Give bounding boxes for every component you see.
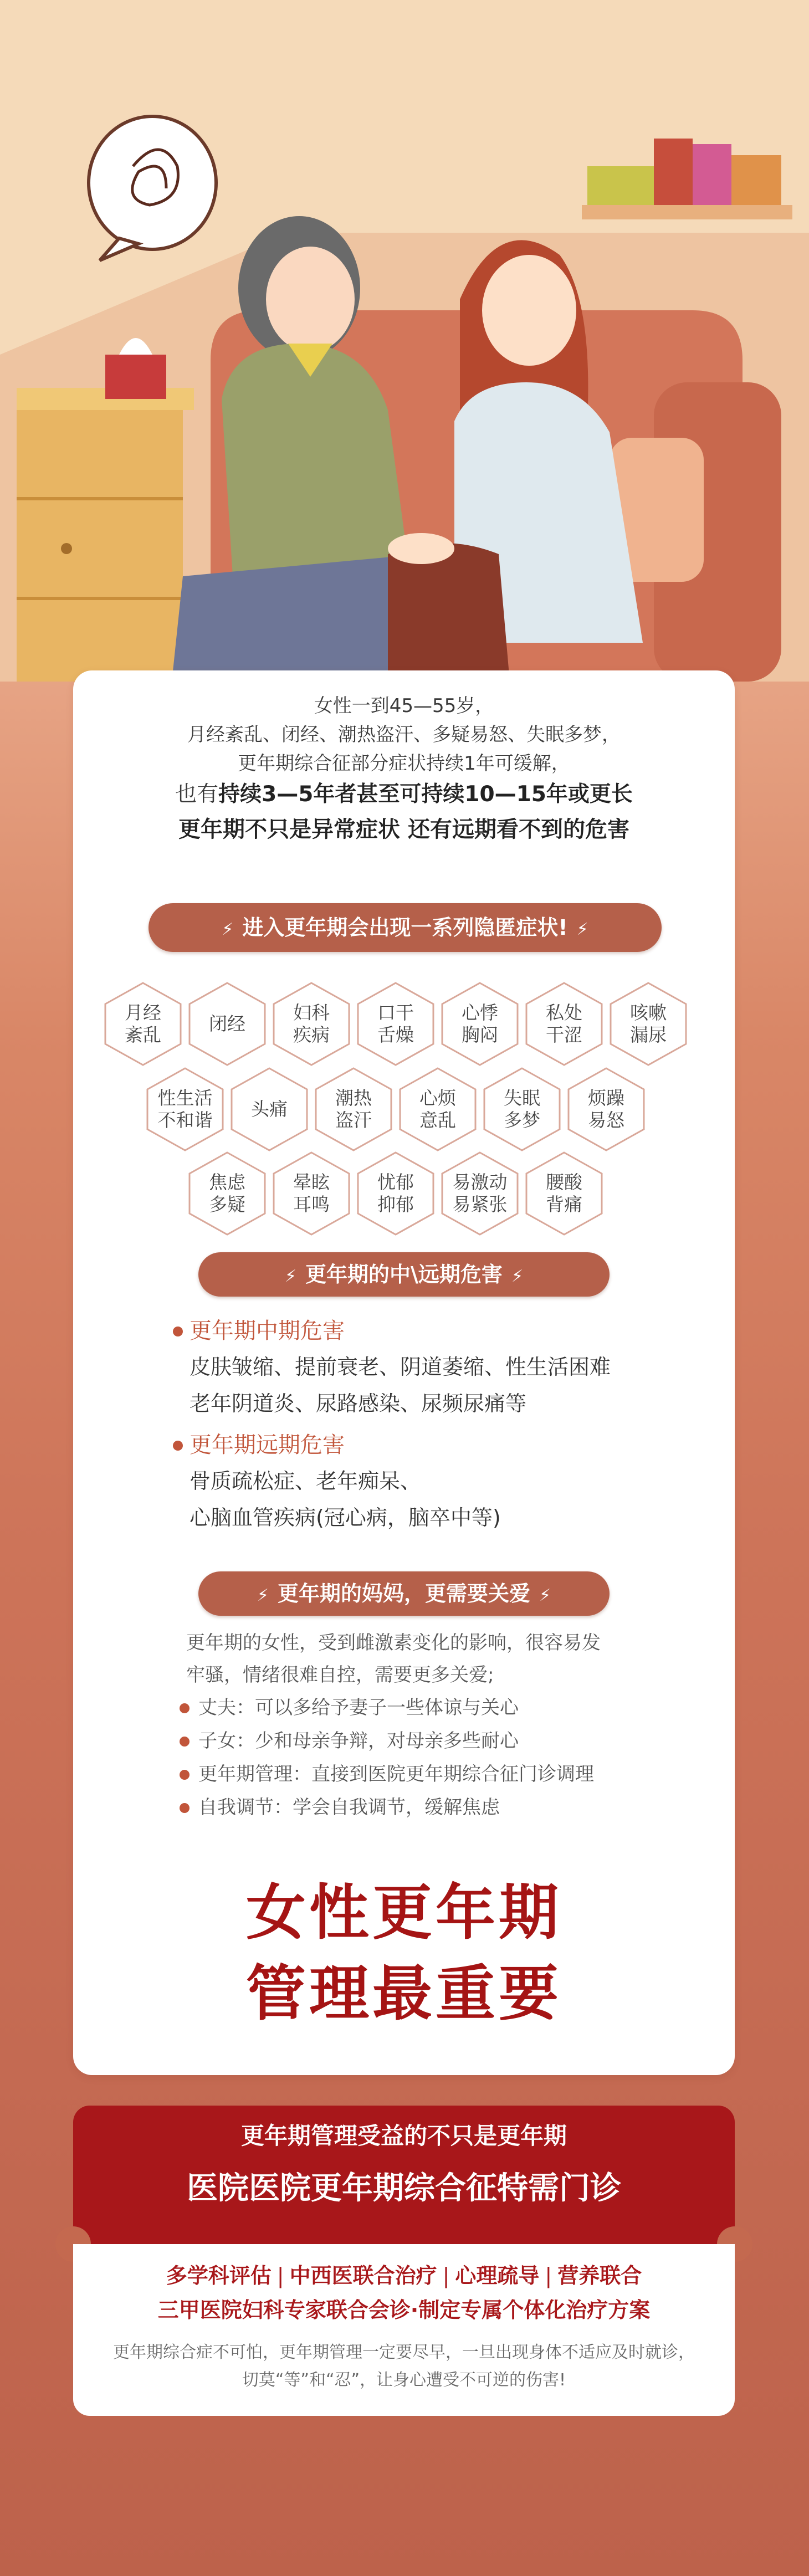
clinic-body <box>73 2244 735 2416</box>
clinic-header <box>73 2106 735 2244</box>
symptom-label: 烦躁 易怒 <box>588 1087 624 1131</box>
care-paragraph: 更年期的女性，受到雌激素变化的影响，很容易发 <box>186 1632 601 1654</box>
intro-line: 更年期综合征部分症状持续1年可缓解， <box>238 752 570 775</box>
symptom-label: 头痛 <box>251 1098 288 1120</box>
care-paragraph: 牢骚，情绪很难自控，需要更多关爱; <box>186 1664 494 1686</box>
symptom-label: 易激动 易紧张 <box>452 1171 508 1215</box>
slogan <box>73 1873 735 2035</box>
symptom-hexagon <box>521 981 607 1067</box>
lightning-icon: ⚡ <box>511 1267 524 1286</box>
intro-line: 月经紊乱、闭经、潮热盗汗、多疑易怒、失眠多梦， <box>187 724 621 746</box>
care-bullet: 子女：少和母亲争辩，对母亲多些耐心 <box>180 1724 667 1758</box>
symptom-hexagon <box>563 1066 649 1153</box>
symptom-label: 心悸 胸闷 <box>462 1002 498 1046</box>
symptom-label: 忧郁 抑郁 <box>377 1171 414 1215</box>
symptom-hexagon <box>142 1066 228 1153</box>
symptom-hexagon <box>268 981 355 1067</box>
feature-item: 中西医联合治疗 <box>289 2263 437 2288</box>
symptom-label: 失眠 多梦 <box>504 1087 540 1131</box>
care-bullet: 自我调节：学会自我调节，缓解焦虑 <box>180 1791 667 1824</box>
symptom-hexagon <box>479 1066 565 1153</box>
clinic-title: 医院医院更年期综合征特需门诊 <box>187 2170 621 2206</box>
symptom-hexagon <box>226 1066 313 1153</box>
lightning-icon: ⚡ <box>576 920 588 939</box>
mid-term-title: 更年期中期危害 <box>173 1313 611 1349</box>
clinic-features-line2: 三甲医院妇科专家联合会诊·制定专属个体化治疗方案 <box>157 2298 651 2322</box>
symptom-label: 焦虑 多疑 <box>209 1171 245 1215</box>
symptom-label: 妇科 疾病 <box>293 1002 330 1046</box>
clinic-features: 多学科评估 | 中西医联合治疗 | 心理疏导 | 营养联合 <box>166 2263 642 2288</box>
lightning-icon: ⚡ <box>284 1267 297 1286</box>
intro-emphasis-text: 持续3—5年者甚至可持续10—15年或更长 <box>218 782 633 807</box>
feature-item: 心理疏导 <box>455 2263 540 2288</box>
slogan-line: 女性更年期 <box>245 1878 562 1948</box>
symptom-label: 闭经 <box>209 1013 245 1035</box>
hero-illustration <box>0 0 809 682</box>
symptom-label: 口干 舌燥 <box>377 1002 414 1046</box>
symptom-hexagon <box>395 1066 481 1153</box>
intro-line: 女性一到45—55岁， <box>314 695 494 717</box>
symptom-label: 咳嗽 漏尿 <box>630 1002 667 1046</box>
care-bullet: 丈夫：可以多给予妻子一些体谅与关心 <box>180 1691 667 1724</box>
symptom-hexagon <box>437 981 523 1067</box>
symptom-label: 月经 紊乱 <box>125 1002 161 1046</box>
slogan-line: 管理最重要 <box>245 1959 562 2029</box>
clinic-description: 切莫“等”和“忍”，让身心遭受不可逆的伤害! <box>242 2370 566 2390</box>
symptom-label: 性生活 不和谐 <box>157 1087 213 1131</box>
harm-row: 心脑血管疾病(冠心病，脑卒中等) <box>190 1505 501 1530</box>
symptom-hexagon <box>268 1150 355 1237</box>
symptom-hexagon <box>352 981 439 1067</box>
symptom-hexagon <box>184 981 270 1067</box>
symptom-hexagon <box>184 1150 270 1237</box>
lightning-icon: ⚡ <box>257 1586 269 1605</box>
mid-term-harm-section <box>173 1313 611 1422</box>
care-section <box>180 1627 667 1824</box>
symptom-label: 晕眩 耳鸣 <box>293 1171 330 1215</box>
symptom-hexagon <box>352 1150 439 1237</box>
clinic-subtitle: 更年期管理受益的不只是更年期 <box>240 2122 567 2149</box>
harm-row: 老年阴道炎、尿路感染、尿频尿痛等 <box>190 1391 527 1416</box>
symptom-label: 心烦 意乱 <box>419 1087 456 1131</box>
feature-item: 多学科评估 <box>166 2263 272 2288</box>
care-bullet: 更年期管理：直接到医院更年期综合征门诊调理 <box>180 1758 667 1791</box>
clinic-info-box <box>73 2106 735 2416</box>
symptom-label: 潮热 盗汗 <box>335 1087 372 1131</box>
long-term-title: 更年期远期危害 <box>173 1427 501 1463</box>
section-pill-care: ⚡ 更年期的妈妈，更需要关爱 ⚡ <box>198 1571 610 1616</box>
harm-row: 骨质疏松症、老年痴呆、 <box>190 1469 422 1493</box>
feature-item: 营养联合 <box>557 2263 642 2288</box>
clinic-description: 更年期综合症不可怕，更年期管理一定要尽早，一旦出现身体不适应及时就诊， <box>113 2343 695 2362</box>
section-pill-long-term-harm: ⚡ 更年期的中\远期危害 ⚡ <box>198 1252 610 1297</box>
intro-warning-line: 更年期不只是异常症状 还有远期看不到的危害 <box>178 817 629 842</box>
harm-row: 皮肤皱缩、提前衰老、阴道萎缩、性生活困难 <box>190 1355 611 1379</box>
long-term-harm-section <box>173 1427 501 1536</box>
intro-line-emphasis: 也有持续3—5年者甚至可持续10—15年或更长 <box>175 782 633 807</box>
symptom-label: 腰酸 背痛 <box>546 1171 582 1215</box>
main-content-card <box>73 670 735 2075</box>
symptom-hexagon <box>605 981 692 1067</box>
symptom-hexagon <box>437 1150 523 1237</box>
symptom-hexagon <box>521 1150 607 1237</box>
illustration-two-women-on-sofa <box>0 0 809 682</box>
symptom-label: 私处 干涩 <box>546 1002 582 1046</box>
symptom-hexagon <box>100 981 186 1067</box>
symptom-hexagon <box>310 1066 397 1153</box>
lightning-icon: ⚡ <box>539 1586 551 1605</box>
lightning-icon: ⚡ <box>222 920 234 939</box>
section-pill-hidden-symptoms: ⚡ 进入更年期会出现一系列隐匿症状! ⚡ <box>149 903 662 952</box>
